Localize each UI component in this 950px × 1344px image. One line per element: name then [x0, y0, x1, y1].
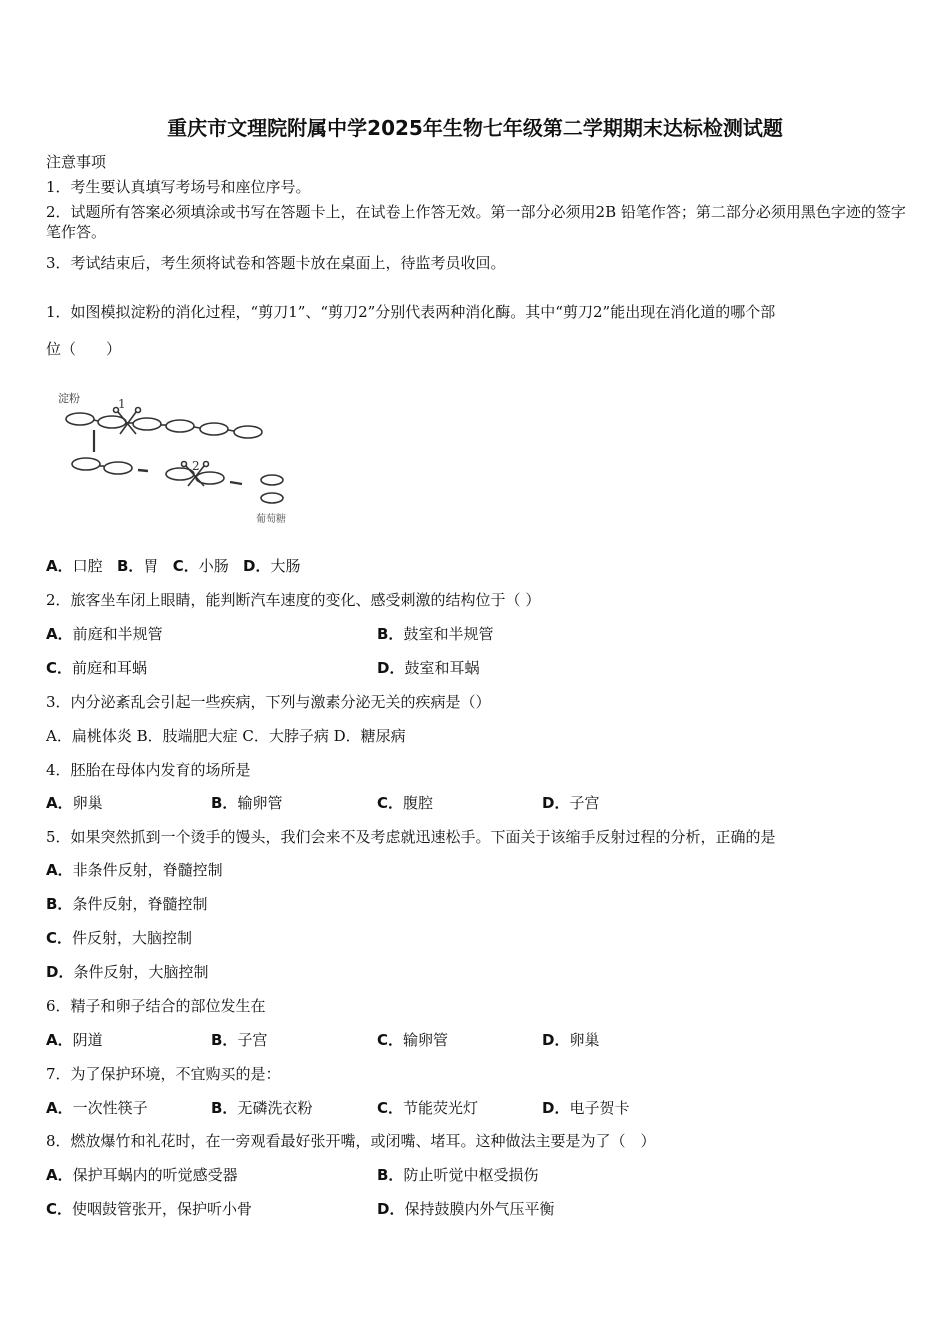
q5-option-d: D．条件反射，大脑控制	[46, 963, 209, 981]
starch-unit	[234, 426, 262, 438]
notice-item-3: 3．考试结束后，考生须将试卷和答题卡放在桌面上，待监考员收回。	[46, 254, 506, 272]
q8-option-b: B．防止听觉中枢受损伤	[377, 1166, 539, 1184]
glucose-unit	[261, 475, 283, 485]
q8-option-c: C．使咽鼓管张开，保护听小骨	[46, 1200, 253, 1218]
q8-option-d: D．保持鼓膜内外气压平衡	[377, 1200, 555, 1218]
starch-unit	[66, 413, 94, 425]
starch-unit	[200, 423, 228, 435]
label-scissor-2: 2	[192, 459, 200, 473]
label-product: 葡萄糖	[256, 514, 286, 525]
page-title: 重庆市文理院附属中学2025年生物七年级第二学期期末达标检测试题	[167, 116, 783, 140]
q7-option-d: D．电子贺卡	[542, 1099, 630, 1117]
q4-option-a: A．卵巢	[46, 794, 103, 812]
q1-options: A．口腔 B．胃 C．小肠 D．大肠	[46, 557, 301, 575]
q2-option-b: B．鼓室和半规管	[377, 625, 494, 643]
q8-stem: 8．燃放爆竹和礼花时，在一旁观看最好张开嘴，或闭嘴、堵耳。这种做法主要是为了（ ）	[46, 1132, 656, 1150]
q5-option-c: C．件反射，大脑控制	[46, 929, 193, 947]
label-starch: 淀粉	[58, 392, 80, 405]
q2-option-c: C．前庭和耳蜗	[46, 659, 148, 677]
q6-option-b: B．子宫	[211, 1031, 268, 1049]
notice-item-2: 2．试题所有答案必须填涂或书写在答题卡上，在试卷上作答无效。第一部分必须用2B 铅笔作答；第二部分必须用黑色字迹的签字笔作答。	[46, 203, 906, 241]
q2-option-a: A．前庭和半规管	[46, 625, 163, 643]
maltose-unit	[104, 462, 132, 474]
q2-stem: 2．旅客坐车闭上眼睛，能判断汽车速度的变化、感受刺激的结构位于（ ）	[46, 591, 541, 609]
q7-option-a: A．一次性筷子	[46, 1099, 148, 1117]
q7-stem: 7．为了保护环境，不宜购买的是：	[46, 1065, 281, 1083]
q7-option-c: C．节能荧光灯	[377, 1099, 479, 1117]
q5-option-a: A．非条件反射，脊髓控制	[46, 861, 223, 879]
q6-option-a: A．阴道	[46, 1031, 103, 1049]
q5-option-b: B．条件反射，脊髓控制	[46, 895, 208, 913]
glucose-unit	[261, 493, 283, 503]
q6-option-c: C．输卵管	[377, 1031, 449, 1049]
q4-option-c: C．腹腔	[377, 794, 434, 812]
q4-option-d: D．子宫	[542, 794, 600, 812]
starch-unit	[166, 420, 194, 432]
label-scissor-1: 1	[118, 397, 126, 411]
q7-option-b: B．无磷洗衣粉	[211, 1099, 313, 1117]
q4-option-b: B．输卵管	[211, 794, 283, 812]
q6-option-d: D．卵巢	[542, 1031, 600, 1049]
q5-stem: 5．如果突然抓到一个烫手的馒头，我们会来不及考虑就迅速松手。下面关于该缩手反射过程的分析，正确的是	[46, 828, 776, 846]
q1-stem-line2: 位（ ）	[46, 340, 122, 358]
starch-unit	[133, 418, 161, 430]
q2-option-d: D．鼓室和耳蜗	[377, 659, 480, 677]
starch-digestion-figure	[52, 386, 302, 532]
q8-option-a: A．保护耳蜗内的听觉感受器	[46, 1166, 238, 1184]
q3-stem: 3．内分泌紊乱会引起一些疾病，下列与激素分泌无关的疾病是（）	[46, 693, 491, 711]
q3-options: A．扁桃体炎 B．肢端肥大症 C．大脖子病 D．糖尿病	[46, 727, 406, 745]
q1-stem-line1: 1．如图模拟淀粉的消化过程，“剪刀1”、“剪刀2”分别代表两种消化酶。其中“剪刀2”能出现在消化道的哪个部	[46, 303, 776, 321]
notice-heading: 注意事项	[46, 153, 107, 171]
notice-item-1: 1．考生要认真填写考场号和座位序号。	[46, 178, 311, 196]
q4-stem: 4．胚胎在母体内发育的场所是	[46, 761, 251, 779]
q6-stem: 6．精子和卵子结合的部位发生在	[46, 997, 266, 1015]
maltose-unit	[72, 458, 100, 470]
